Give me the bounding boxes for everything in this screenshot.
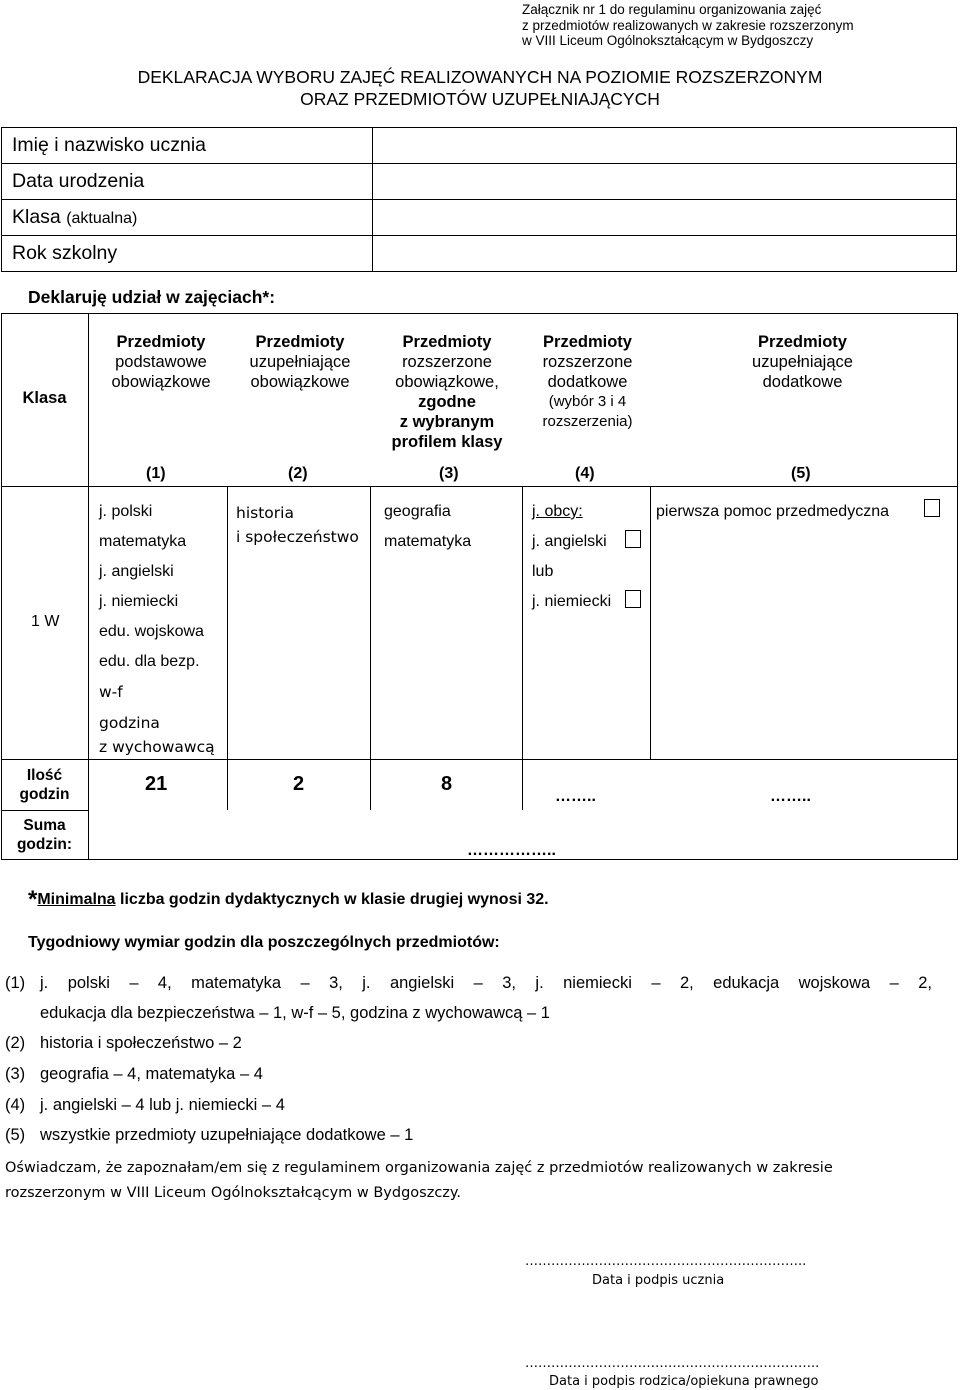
hours-value: 21: [145, 773, 168, 795]
header-line: rozszerzone: [402, 353, 492, 371]
school-year-field[interactable]: [373, 236, 957, 272]
footnote: [28, 886, 549, 914]
subject-item: j. polski: [99, 503, 153, 520]
subject-item: edu. dla bezp.: [99, 653, 200, 670]
subject-item: j. niemiecki: [99, 593, 179, 610]
header-line: podstawowe: [115, 353, 207, 371]
subject-item: matematyka: [99, 533, 187, 550]
hours-blank[interactable]: ……..: [770, 788, 811, 805]
header-line: obowiązkowe: [111, 373, 211, 391]
header-line: Przedmioty: [758, 333, 847, 351]
header-line: Przedmioty: [255, 333, 345, 351]
annex-line: z przedmiotów realizowanych w zakresie rozszerzonym: [522, 17, 854, 33]
sum-label-line: Suma: [23, 817, 66, 834]
signature-line-parent[interactable]: …………………………………………………………..: [525, 1356, 820, 1371]
class-label-cell: [2, 200, 373, 236]
hours-blank[interactable]: ……..: [555, 788, 596, 805]
header-line: (wybór 3 i 4: [548, 393, 627, 410]
statement-line: rozszerzonym w VIII Liceum Ogólnokształcącym w Bydgoszczy.: [5, 1185, 462, 1201]
info-row: [2, 164, 957, 200]
hours-label-line: godzin: [19, 786, 70, 803]
weekly-text: geografia – 4, matematyka – 4: [40, 1065, 263, 1083]
column-header-2: [232, 332, 368, 392]
column-number-2: (2): [288, 465, 308, 482]
weekly-text: historia i społeczeństwo – 2: [40, 1034, 242, 1052]
hours-value: 2: [293, 773, 305, 795]
class-field[interactable]: [373, 200, 957, 236]
annex-line: w VIII Liceum Ogólnokształcącym w Bydgoszczy: [522, 33, 814, 48]
column-header-3: [372, 332, 522, 452]
weekly-num: (4): [5, 1096, 26, 1114]
header-line: obowiązkowe,: [395, 373, 499, 391]
footnote-underlined: Minimalna: [37, 891, 116, 908]
annex-note: [522, 2, 854, 49]
first-aid-label: pierwsza pomoc przedmedyczna: [656, 503, 889, 520]
first-aid-checkbox[interactable]: [924, 499, 940, 517]
title-line: DEKLARACJA WYBORU ZAJĘĆ REALIZOWANYCH NA POZIOMIE ROZSZERZONYM: [137, 67, 823, 87]
weekly-num: (5): [5, 1126, 26, 1144]
sum-blank[interactable]: ……………..: [467, 842, 556, 859]
english-checkbox[interactable]: [625, 530, 641, 548]
declare-heading: Deklaruję udział w zajęciach*:: [28, 287, 276, 307]
subject-item: z wychowawcą: [99, 738, 215, 756]
option-english-label: j. angielski: [532, 533, 607, 550]
header-line: z wybranym: [399, 413, 495, 431]
subject-item: historia: [236, 504, 294, 522]
header-line: Przedmioty: [402, 333, 492, 351]
header-line: rozszerzenia): [542, 413, 633, 430]
signature-label-student: Data i podpis ucznia: [592, 1273, 725, 1288]
school-year-label: Rok szkolny: [2, 236, 373, 272]
german-checkbox[interactable]: [625, 590, 641, 608]
column-number-3: (3): [439, 465, 459, 482]
table-divider: [1, 486, 958, 487]
subject-item: matematyka: [384, 533, 472, 550]
statement-line: Oświadczam, że zapoznałam/em się z regulaminem organizowania zajęć z przedmiotów realizowanych w zakresie: [5, 1160, 833, 1176]
subject-item: edu. wojskowa: [99, 623, 204, 640]
column-header-4: [520, 332, 655, 432]
table-divider: [227, 486, 228, 810]
sum-label-line: godzin:: [16, 836, 73, 853]
subject-item: j. angielski: [99, 563, 174, 580]
hours-label-line: Ilość: [26, 767, 63, 784]
table-divider: [1, 810, 88, 811]
column-header-5: [700, 332, 905, 392]
class-label-note: (aktualna): [66, 210, 138, 227]
info-row: [2, 200, 957, 236]
header-line: dodatkowe: [547, 373, 628, 391]
birth-date-field[interactable]: [373, 164, 957, 200]
header-line: obowiązkowe: [250, 373, 350, 391]
weekly-num: (3): [5, 1065, 26, 1083]
sum-label: [1, 816, 88, 854]
header-line: profilem klasy: [391, 433, 503, 451]
weekly-text: wszystkie przedmioty uzupełniające dodatkowe – 1: [40, 1126, 414, 1144]
annex-line: Załącznik nr 1 do regulaminu organizowania zajęć: [522, 2, 822, 17]
info-row: [2, 128, 957, 164]
student-info-table: [1, 127, 957, 272]
header-line: zgodne: [418, 393, 476, 411]
signature-line-student[interactable]: ………………………………………………………..: [525, 1254, 807, 1269]
foreign-language-heading: j. obcy:: [532, 503, 583, 520]
header-line: Przedmioty: [543, 333, 632, 351]
footnote-text: liczba godzin dydaktycznych w klasie drugiej wynosi 32.: [115, 891, 549, 908]
statement: [5, 1156, 833, 1206]
subject-item: i społeczeństwo: [236, 528, 359, 546]
subject-item: w-f: [99, 683, 123, 701]
column-header-1: [91, 332, 231, 392]
table-divider: [370, 486, 371, 810]
table-divider: [1, 759, 88, 760]
weekly-num: (1): [5, 974, 26, 992]
hours-label: [1, 766, 88, 804]
table-divider: [88, 313, 89, 860]
student-name-label: Imię i nazwisko ucznia: [2, 128, 373, 164]
table-divider: [650, 486, 651, 760]
column-number-5: (5): [791, 465, 811, 482]
weekly-heading: Tygodniowy wymiar godzin dla poszczególnych przedmiotów:: [28, 934, 500, 951]
header-line: uzupełniające: [752, 353, 853, 371]
document-title: [0, 66, 960, 110]
subject-item: geografia: [384, 503, 451, 520]
weekly-num: (2): [5, 1034, 26, 1052]
signature-label-parent: Data i podpis rodzica/opiekuna prawnego: [549, 1374, 819, 1389]
info-row: [2, 236, 957, 272]
column-number-4: (4): [575, 465, 595, 482]
header-line: dodatkowe: [762, 373, 843, 391]
class-label: Klasa: [12, 206, 61, 228]
hours-value: 8: [441, 773, 453, 795]
footnote-star: *: [28, 886, 38, 913]
table-divider: [88, 759, 958, 760]
or-label: lub: [532, 563, 554, 580]
header-line: rozszerzone: [542, 353, 633, 371]
column-number-1: (1): [146, 465, 166, 482]
weekly-text: j. angielski – 4 lub j. niemiecki – 4: [40, 1096, 285, 1114]
row-label-1w: 1 W: [31, 613, 60, 630]
student-name-field[interactable]: [373, 128, 957, 164]
klasa-header: Klasa: [22, 389, 67, 407]
header-line: Przedmioty: [116, 333, 206, 351]
weekly-text: j. polski – 4, matematyka – 3, j. angielski – 3, j. niemiecki – 2, edukacja wojskowa – 2,: [40, 974, 932, 992]
header-line: uzupełniające: [249, 353, 351, 371]
option-german-label: j. niemiecki: [532, 593, 612, 610]
table-divider: [522, 486, 523, 810]
birth-date-label: Data urodzenia: [2, 164, 373, 200]
subject-item: godzina: [99, 714, 160, 732]
title-line: ORAZ PRZEDMIOTÓW UZUPEŁNIAJĄCYCH: [300, 89, 660, 109]
weekly-text: edukacja dla bezpieczeństwa – 1, w-f – 5, godzina z wychowawcą – 1: [40, 1004, 550, 1022]
